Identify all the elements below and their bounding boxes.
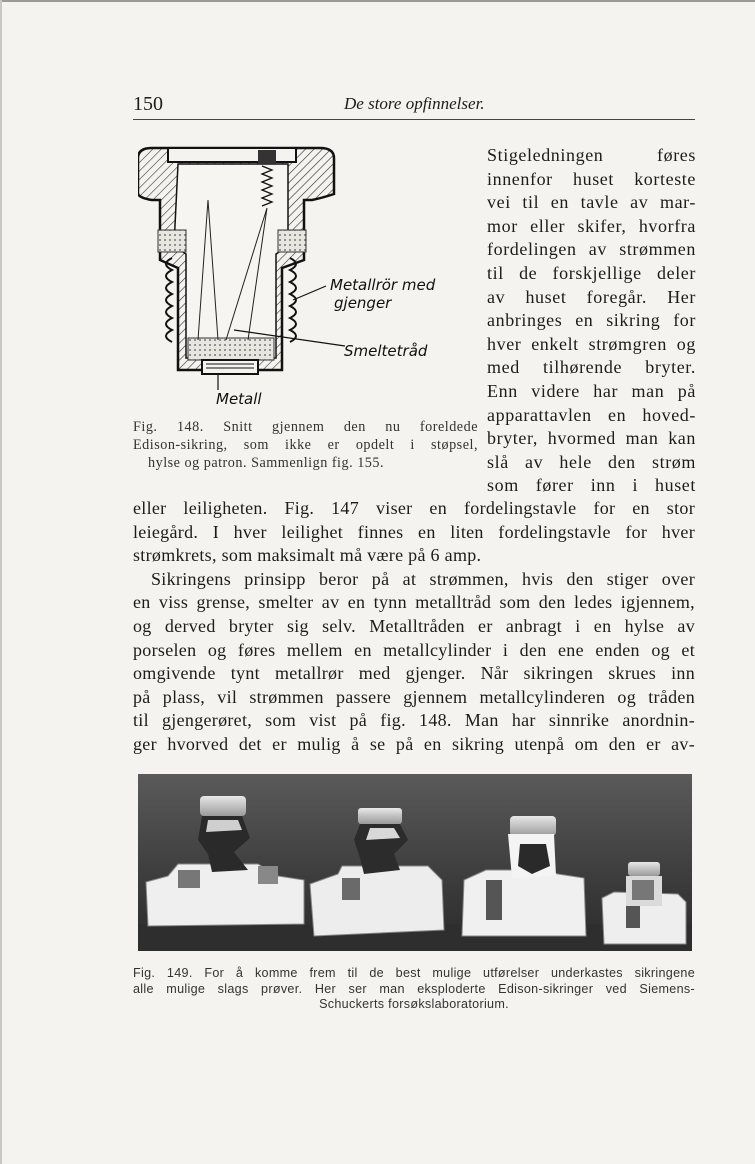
- body-text: [133, 497, 695, 757]
- text-line: porselen og føres mellem en metallcylinder i den ene enden og et: [133, 639, 695, 660]
- text-line: omgivende tynt metallrør med gjenger. Når sikringen skrues inn: [133, 663, 695, 684]
- top-contact: [258, 150, 276, 164]
- top-cap: [168, 148, 296, 162]
- header-rule: [133, 119, 695, 120]
- text-line: og derved bryter sig selv. Metalltråden er anbragt i en hylse av: [133, 615, 695, 636]
- text-line: som fører inn i huset: [487, 475, 696, 496]
- figure-149-caption: [133, 966, 695, 1013]
- bottom-metal-contact: [202, 360, 258, 374]
- text-line: bryter, hvormed man kan: [487, 428, 696, 449]
- text-line: Enn videre har man på: [487, 380, 696, 401]
- text-line: fordelingen av strømmen: [487, 239, 696, 260]
- caption-line: Schuckerts forsøkslaboratorium.: [319, 997, 509, 1011]
- figure-148-fuse-cross-section: [138, 138, 488, 413]
- text-line: mor eller skifer, hvorfra: [487, 215, 696, 236]
- caption-line: Fig. 148. Snitt gjennem den nu foreldede: [133, 419, 478, 435]
- page-edge-top: [0, 0, 755, 2]
- text-line: på plass, vil strømmen passere gjennem metallcylinderen og tråden: [133, 686, 695, 707]
- text-line: en viss grense, smelter av en tynn metalltråd som den ledes igjennem,: [133, 592, 695, 613]
- text-line: slå av hele den strøm: [487, 451, 696, 472]
- filler-bottom: [188, 338, 274, 360]
- label-smeltetrad: Smeltetråd: [344, 342, 428, 360]
- caption-line: alle mulige slags prøver. Her ser man eksploderte Edison-sikringer ved Siemens-: [133, 981, 695, 996]
- text-line: vei til en tavle av mar-: [487, 192, 696, 213]
- text-line: innenfor huset korteste: [487, 168, 696, 189]
- text-line: ger hvorved det er mulig å se på en sikring utenpå om den er av-: [133, 733, 695, 754]
- label-metallror: Metallrör med: [330, 276, 436, 294]
- page-edge-left: [0, 0, 2, 1164]
- thread-left: [166, 258, 172, 342]
- text-line: til gjengerøret, som vist på fig. 148. Man har sinnrike anordnin-: [133, 710, 695, 731]
- text-line: leiegård. I hver leilighet finnes en liten fordelingstavle for hver: [133, 521, 695, 542]
- side-column-text: [487, 144, 696, 498]
- text-line: anbringes en sikring for: [487, 310, 696, 331]
- leader-metallror: [293, 286, 326, 300]
- filler-left: [158, 230, 186, 252]
- text-line: Sikringens prinsipp beror på at strømmen, hvis den stiger over: [151, 568, 695, 589]
- text-line: til de forskjellige deler: [487, 262, 696, 283]
- caption-line: Fig. 149. For å komme frem til de best mulige utførelser underkastes sikringene: [133, 966, 695, 980]
- figure-149-photo: [138, 774, 692, 951]
- text-line: Stigeledningen føres: [487, 145, 696, 165]
- running-title: De store opfinnelser.: [344, 94, 485, 113]
- text-line: apparattavlen en hoved-: [487, 404, 696, 425]
- text-line: eller leiligheten. Fig. 147 viser en fordelingstavle for en stor: [133, 498, 695, 518]
- label-metall: Metall: [216, 390, 262, 408]
- caption-line: Edison-sikring, som ikke er opdelt i støpsel,: [133, 437, 478, 453]
- text-line: strømkrets, som maksimalt må være på 6 amp.: [133, 545, 482, 566]
- text-line: av huset foregår. Her: [487, 286, 696, 307]
- running-head: [133, 90, 695, 120]
- exploded-fuses-photo: [138, 774, 692, 951]
- fuse-diagram: [138, 138, 488, 413]
- page-number: 150: [133, 93, 163, 115]
- text-line: med tilhørende bryter.: [487, 357, 696, 378]
- label-gjenger: gjenger: [334, 294, 392, 312]
- caption-line: hylse og patron. Sammenlign fig. 155.: [148, 455, 385, 471]
- filler-right: [278, 230, 306, 252]
- text-line: hver enkelt strømgren og: [487, 333, 696, 354]
- figure-148-caption: [133, 418, 478, 472]
